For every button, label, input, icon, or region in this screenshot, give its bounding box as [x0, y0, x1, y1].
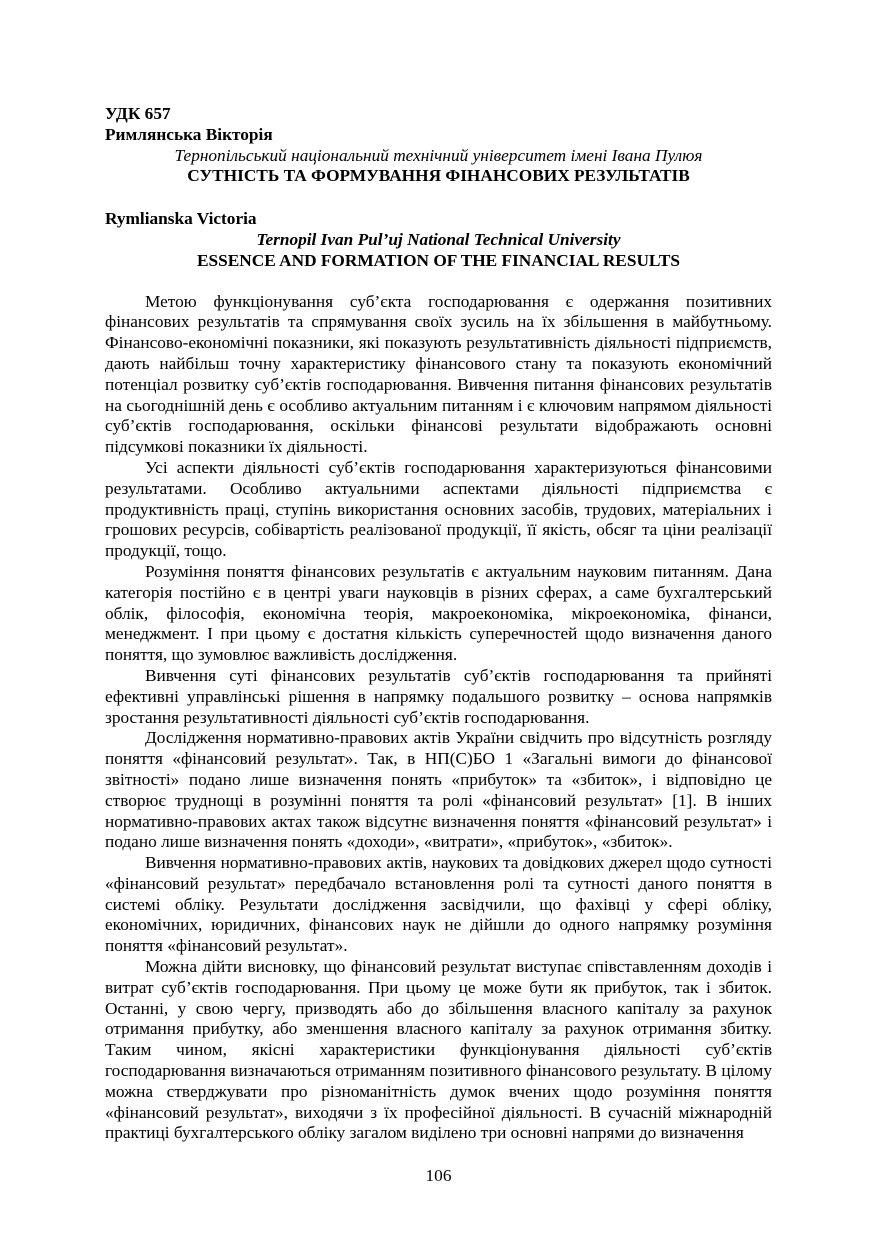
- section-spacer: [105, 187, 772, 209]
- section-spacer: [105, 272, 772, 292]
- udk-code: УДК 657: [105, 104, 171, 123]
- article-page: [105, 104, 772, 1144]
- author-name-ua: Римлянська Вікторія: [105, 124, 273, 144]
- article-title-en: ESSENCE AND FORMATION OF THE FINANCIAL RESULTS: [196, 250, 681, 270]
- body-paragraph: Розуміння поняття фінансових результатів є актуальним науковим питанням. Дана категорія постійно є в центрі уваги науковців в різних сферах, а саме бухгалтерський облік, філософія, економічна теорія, макроекономіка, мікроекономіка, фінанси, менеджмент. І при цьому є достатня кількість суперечностей щодо визначення даного поняття, що зумовлює важливість дослідження.: [105, 561, 772, 665]
- body-paragraph: Усі аспекти діяльності суб’єктів господарювання характеризуються фінансовими результатами. Особливо актуальними аспектами діяльності підприємства є продуктивність праці, ступінь використання основних засобів, трудових, матеріальних і грошових ресурсів, собівартість реалізованої продукції, її якість, обсяг та ціни реалізації продукції, тощо.: [105, 457, 772, 561]
- body-paragraph: Вивчення суті фінансових результатів суб’єктів господарювання та прийняті ефективні управлінські рішення в напрямку подальшого розвитку – основа напрямків зростання результативності діяльності суб’єктів господарювання.: [105, 665, 772, 727]
- author-name-en: Rymlianska Victoria: [105, 209, 257, 229]
- body-paragraph: Метою функціонування суб’єкта господарювання є одержання позитивних фінансових результатів та спрямування своїх зусиль на їх збільшення в майбутньому. Фінансово-економічні показники, які показують результативність діяльності підприємств, дають найбільш точну характеристику фінансового стану та показують економічний потенціал розвитку суб’єктів господарювання. Вивчення питання фінансових результатів на сьогоднішній день є особливо актуальним питанням і є ключовим напрямом діяльності суб’єктів господарювання, оскільки фінансові результати відображають основні підсумкові показники їх діяльності.: [105, 291, 772, 457]
- affiliation-ua: Тернопільський національний технічний університет імені Івана Пулюя: [174, 145, 703, 165]
- body-paragraph: Вивчення нормативно-правових актів, наукових та довідкових джерел щодо сутності «фінансовий результат» передбачало встановлення ролі та сутності даного поняття в системі обліку. Результати дослідження засвідчили, що фахівці у сфері обліку, економічних, юридичних, фінансових наук не дійшли до одного напрямку розуміння поняття «фінансовий результат».: [105, 853, 772, 956]
- body-paragraph: Можна дійти висновку, що фінансовий результат виступає співставленням доходів і витрат суб’єктів господарювання. При цьому це може бути як прибуток, так і збиток. Останні, у свою чергу, призводять або до збільшення власного капіталу за рахунок отримання прибутку, або зменшення власного капіталу за рахунок отримання збитку. Таким чином, якісні характеристики функціонування діяльності суб’єктів господарювання визначаються отриманням позитивного фінансового результату. В цілому можна стверджувати про різноманітність думок вчених щодо розуміння поняття «фінансовий результат», виходячи з їх професійної діяльності. В сучасній міжнародній практиці бухгалтерського обліку загалом виділено три основні напрями до визначення: [105, 957, 772, 1143]
- body-paragraph: Дослідження нормативно-правових актів України свідчить про відсутність розгляду поняття «фінансовий результат». Так, в НП(С)БО 1 «Загальні вимоги до фінансової звітності» подано лише визначення понять «прибуток» та «збиток», і відповідно це створює труднощі в розумінні поняття та ролі «фінансовий результат» [1]. В інших нормативно-правових актах також відсутнє визначення поняття «фінансовий результат» і подано лише визначення понять «доходи», «витрати», «прибуток», «збиток».: [105, 728, 772, 852]
- page-number: 106: [425, 1166, 452, 1185]
- affiliation-en: Ternopil Ivan Pul’uj National Technical University: [256, 229, 621, 249]
- article-title-ua: СУТНІСТЬ ТА ФОРМУВАННЯ ФІНАНСОВИХ РЕЗУЛЬТАТІВ: [187, 166, 690, 186]
- article-body: [105, 292, 772, 1145]
